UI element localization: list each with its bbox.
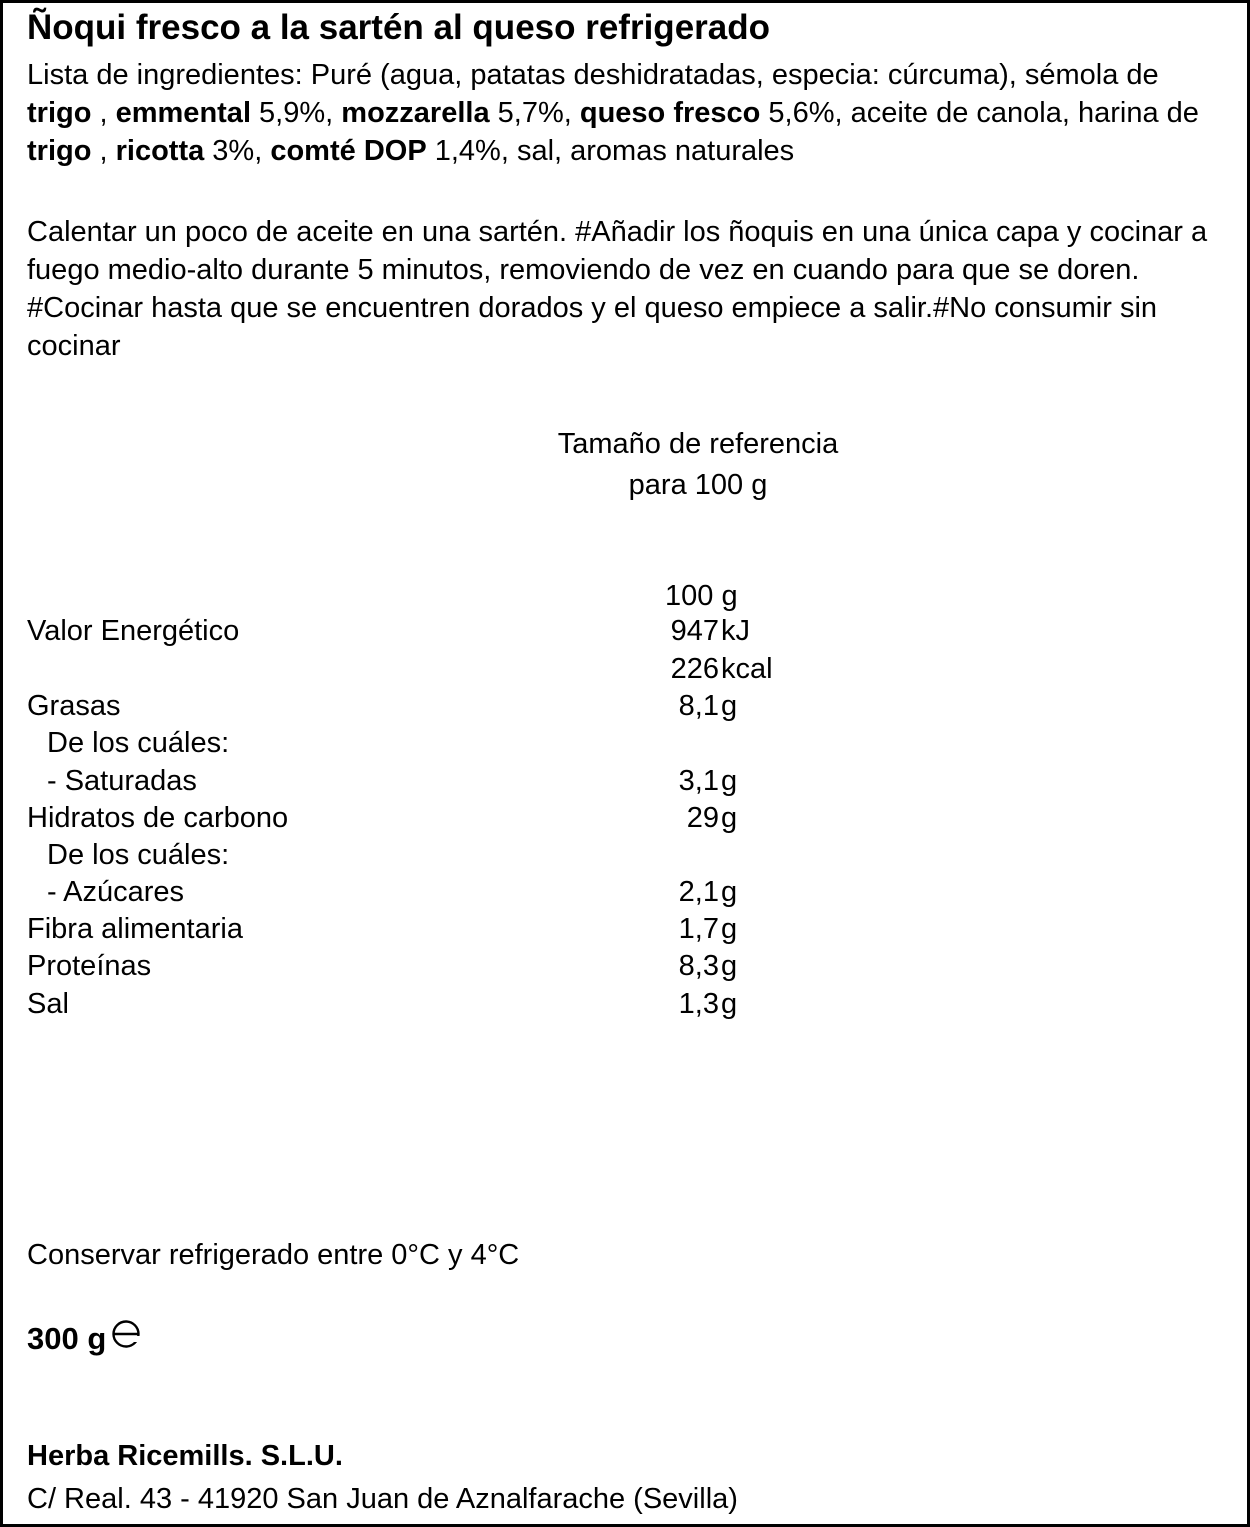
allergen-highlight: queso fresco bbox=[579, 97, 761, 129]
ingredients-text: 5,6%, aceite de canola, harina de bbox=[760, 97, 1199, 129]
storage-instructions: Conservar refrigerado entre 0°C y 4°C bbox=[27, 1239, 520, 1271]
net-weight-value: 300 g bbox=[27, 1321, 107, 1356]
net-weight bbox=[27, 1319, 143, 1359]
fat-value: 8,1 bbox=[678, 690, 719, 722]
allergen-highlight: trigo bbox=[27, 97, 92, 129]
energy-kcal-unit: kcal bbox=[721, 653, 773, 685]
fat-of-which-label: De los cuáles: bbox=[47, 727, 230, 759]
carbs-label: Hidratos de carbono bbox=[27, 802, 289, 834]
saturated-unit: g bbox=[721, 765, 738, 797]
fibre-unit: g bbox=[721, 913, 738, 945]
product-title: Ñoqui fresco a la sartén al queso refrigerado bbox=[27, 8, 770, 47]
fat-label: Grasas bbox=[27, 690, 121, 722]
protein-value: 8,3 bbox=[678, 950, 719, 982]
salt-unit: g bbox=[721, 988, 738, 1020]
energy-label: Valor Energético bbox=[27, 615, 240, 647]
reference-size-subheading: para 100 g bbox=[628, 469, 768, 501]
sugars-value: 2,1 bbox=[678, 876, 719, 908]
energy-kj-unit: kJ bbox=[721, 615, 750, 647]
company-name: Herba Ricemills. S.L.U. bbox=[27, 1440, 343, 1472]
ingredients-text: 5,9%, bbox=[251, 97, 342, 129]
fibre-value: 1,7 bbox=[678, 913, 719, 945]
ingredients-text: 5,7%, bbox=[489, 97, 580, 129]
nutrition-column-header: 100 g bbox=[665, 580, 738, 612]
preparation-instructions: Calentar un poco de aceite en una sartén. #Añadir los ñoquis en una única capa y cocinar a fuego medio-alto durante 5 minutos, removiendo de vez en cuando para que se doren. #Cocinar hasta que se encuentren dorados y el queso empiece a salir.#No consumir sin cocinar bbox=[27, 216, 1208, 362]
allergen-highlight: mozzarella bbox=[341, 97, 490, 129]
ingredients-text: Lista de ingredientes: Puré (agua, patatas deshidratadas, especia: cúrcuma), sémola de bbox=[27, 59, 1159, 91]
ingredients-text: 3%, bbox=[204, 135, 271, 167]
carbs-of-which-label: De los cuáles: bbox=[47, 839, 230, 871]
allergen-highlight: emmental bbox=[115, 97, 251, 129]
company-address: C/ Real. 43 - 41920 San Juan de Aznalfarache (Sevilla) bbox=[27, 1483, 738, 1515]
energy-kj-value: 947 bbox=[670, 615, 719, 647]
allergen-highlight: comté DOP bbox=[270, 135, 427, 167]
ingredients-list bbox=[27, 56, 1227, 170]
carbs-value: 29 bbox=[686, 802, 719, 834]
salt-label: Sal bbox=[27, 988, 69, 1020]
estimated-e-mark-icon bbox=[109, 1319, 143, 1359]
saturated-label: - Saturadas bbox=[47, 765, 197, 797]
allergen-highlight: trigo bbox=[27, 135, 92, 167]
allergen-highlight: ricotta bbox=[115, 135, 205, 167]
fibre-label: Fibra alimentaria bbox=[27, 913, 243, 945]
ingredients-text: , bbox=[91, 97, 116, 129]
energy-kcal-value: 226 bbox=[670, 653, 719, 685]
protein-label: Proteínas bbox=[27, 950, 152, 982]
sugars-unit: g bbox=[721, 876, 738, 908]
ingredients-text: , bbox=[91, 135, 116, 167]
saturated-value: 3,1 bbox=[678, 765, 719, 797]
fat-unit: g bbox=[721, 690, 738, 722]
protein-unit: g bbox=[721, 950, 738, 982]
reference-size-heading: Tamaño de referencia bbox=[557, 428, 839, 460]
salt-value: 1,3 bbox=[678, 988, 719, 1020]
sugars-label: - Azúcares bbox=[47, 876, 184, 908]
carbs-unit: g bbox=[721, 802, 738, 834]
ingredients-text: 1,4%, sal, aromas naturales bbox=[426, 135, 795, 167]
